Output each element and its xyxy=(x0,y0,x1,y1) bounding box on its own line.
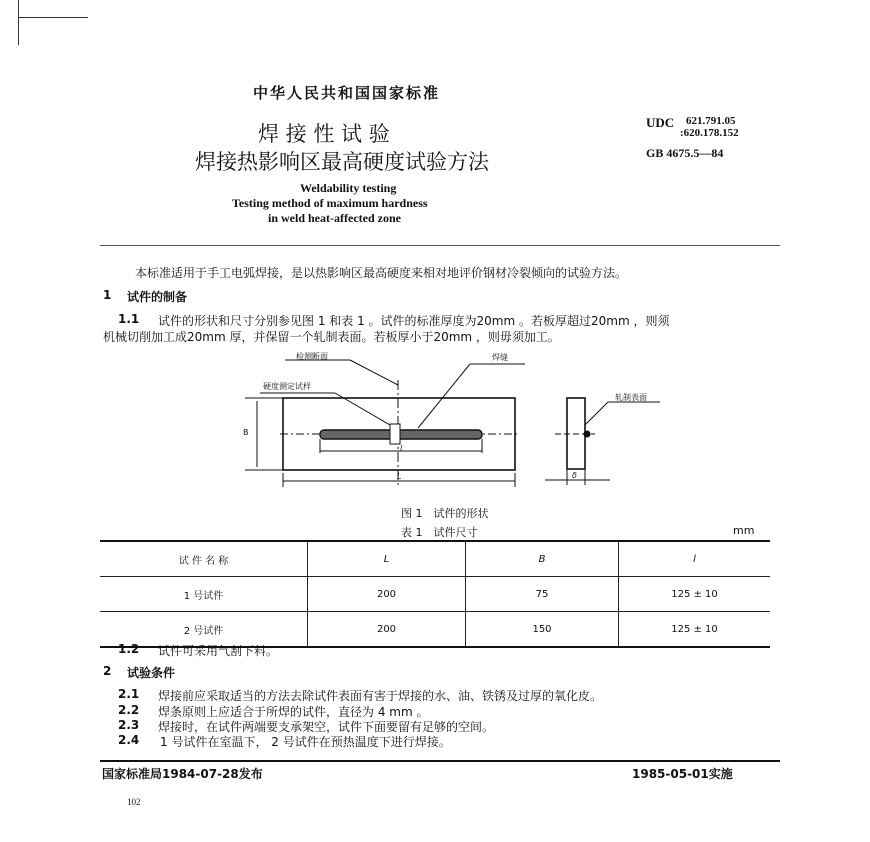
clause-2-4-text: 1 号试件在室温下， 2 号试件在预热温度下进行焊接。 xyxy=(160,735,451,749)
clause-2-3-text: 焊接时，在试件两端要支承架空，试件下面要留有足够的空间。 xyxy=(158,720,495,734)
effective-date: 1985-05-01实施 xyxy=(632,767,733,781)
issue-date: 国家标准局1984-07-28发布 xyxy=(102,767,263,781)
table-cell: 1 号试件 xyxy=(100,577,308,612)
udc-code-2: :620.178.152 xyxy=(680,127,739,139)
title-en-2: Testing method of maximum hardness xyxy=(232,196,428,210)
clause-1-2-text: 试件可采用气割下料。 xyxy=(158,644,279,658)
table-cell: 200 xyxy=(308,612,466,648)
table-caption: 表 1 试件尺寸 xyxy=(401,526,478,539)
label-inspection-section: 检测断面 xyxy=(296,352,328,361)
weld-bead xyxy=(320,430,482,439)
section-1-number: 1 xyxy=(103,288,112,302)
table-row xyxy=(100,577,770,612)
clause-1-2-number: 1.2 xyxy=(118,642,140,656)
table-cell: 200 xyxy=(308,577,466,612)
clause-2-2-text: 焊条原则上应适合于所焊的试件，直径为 4 mm 。 xyxy=(158,705,429,719)
clause-1-1-number: 1.1 xyxy=(118,312,140,326)
udc-code-1: 621.791.05 xyxy=(686,115,736,127)
table-cell: 2 号试件 xyxy=(100,612,308,648)
clause-2-1-text: 焊接前应采取适当的方法去除试件表面有害于焊接的水、油、铁锈及过厚的氧化皮。 xyxy=(158,689,603,703)
header-divider xyxy=(100,245,780,246)
intro-text: 本标准适用于手工电弧焊接，是以热影响区最高硬度来相对地评价钢材冷裂倾向的试验方法。 xyxy=(135,266,628,280)
table-header-row xyxy=(100,541,770,577)
label-weld: 焊缝 xyxy=(492,353,508,362)
header-cell: l xyxy=(619,541,771,577)
footer-divider xyxy=(100,760,780,762)
figure-caption: 图 1 试件的形状 xyxy=(401,507,489,520)
table-cell: 125 ± 10 xyxy=(619,577,771,612)
table-cell: 150 xyxy=(466,612,619,648)
title-cn-2: 焊接热影响区最高硬度试验方法 xyxy=(195,150,489,174)
header-cell: 试 件 名 称 xyxy=(100,541,308,577)
section-2-number: 2 xyxy=(103,664,112,678)
section-1-title: 试件的制备 xyxy=(127,290,188,304)
title-en-3: in weld heat-affected zone xyxy=(268,211,401,225)
clause-2-3-number: 2.3 xyxy=(118,718,140,732)
gb-number: GB 4675.5—84 xyxy=(646,146,724,160)
clause-2-2-number: 2.2 xyxy=(118,703,140,717)
specimen-dimensions-table xyxy=(100,540,770,648)
header-cell: L xyxy=(308,541,466,577)
frame-line xyxy=(18,0,19,45)
page-number: 102 xyxy=(127,797,141,807)
clause-1-1-line2: 机械切削加工成20mm 厚，并保留一个轧制表面。若板厚小于20mm ，则毋须加工。 xyxy=(103,330,560,344)
label-rolled-surface: 轧制表面 xyxy=(615,393,647,402)
dim-l: l xyxy=(400,444,403,453)
table-unit: mm xyxy=(733,524,755,537)
frame-line xyxy=(18,17,88,18)
label-hardness-specimen: 硬度测定试样 xyxy=(263,382,311,391)
table-cell: 75 xyxy=(466,577,619,612)
clause-2-4-number: 2.4 xyxy=(118,733,140,747)
dim-B: B xyxy=(243,428,249,437)
figure-1-diagram xyxy=(240,345,690,495)
table-cell: 125 ± 10 xyxy=(619,612,771,648)
header-cell: B xyxy=(466,541,619,577)
title-en-1: Weldability testing xyxy=(300,181,397,195)
issuing-org: 中华人民共和国国家标准 xyxy=(253,84,441,102)
section-2-title: 试验条件 xyxy=(127,666,176,680)
clause-2-1-number: 2.1 xyxy=(118,687,140,701)
dim-delta: δ xyxy=(572,471,577,480)
clause-1-1-line1: 试件的形状和尺寸分别参见图 1 和表 1 。试件的标准厚度为20mm 。若板厚超过20mm ，则须 xyxy=(158,314,670,328)
dim-L: L xyxy=(397,472,402,481)
title-cn-1: 焊 接 性 试 验 xyxy=(258,122,390,146)
udc-label: UDC xyxy=(646,115,675,130)
